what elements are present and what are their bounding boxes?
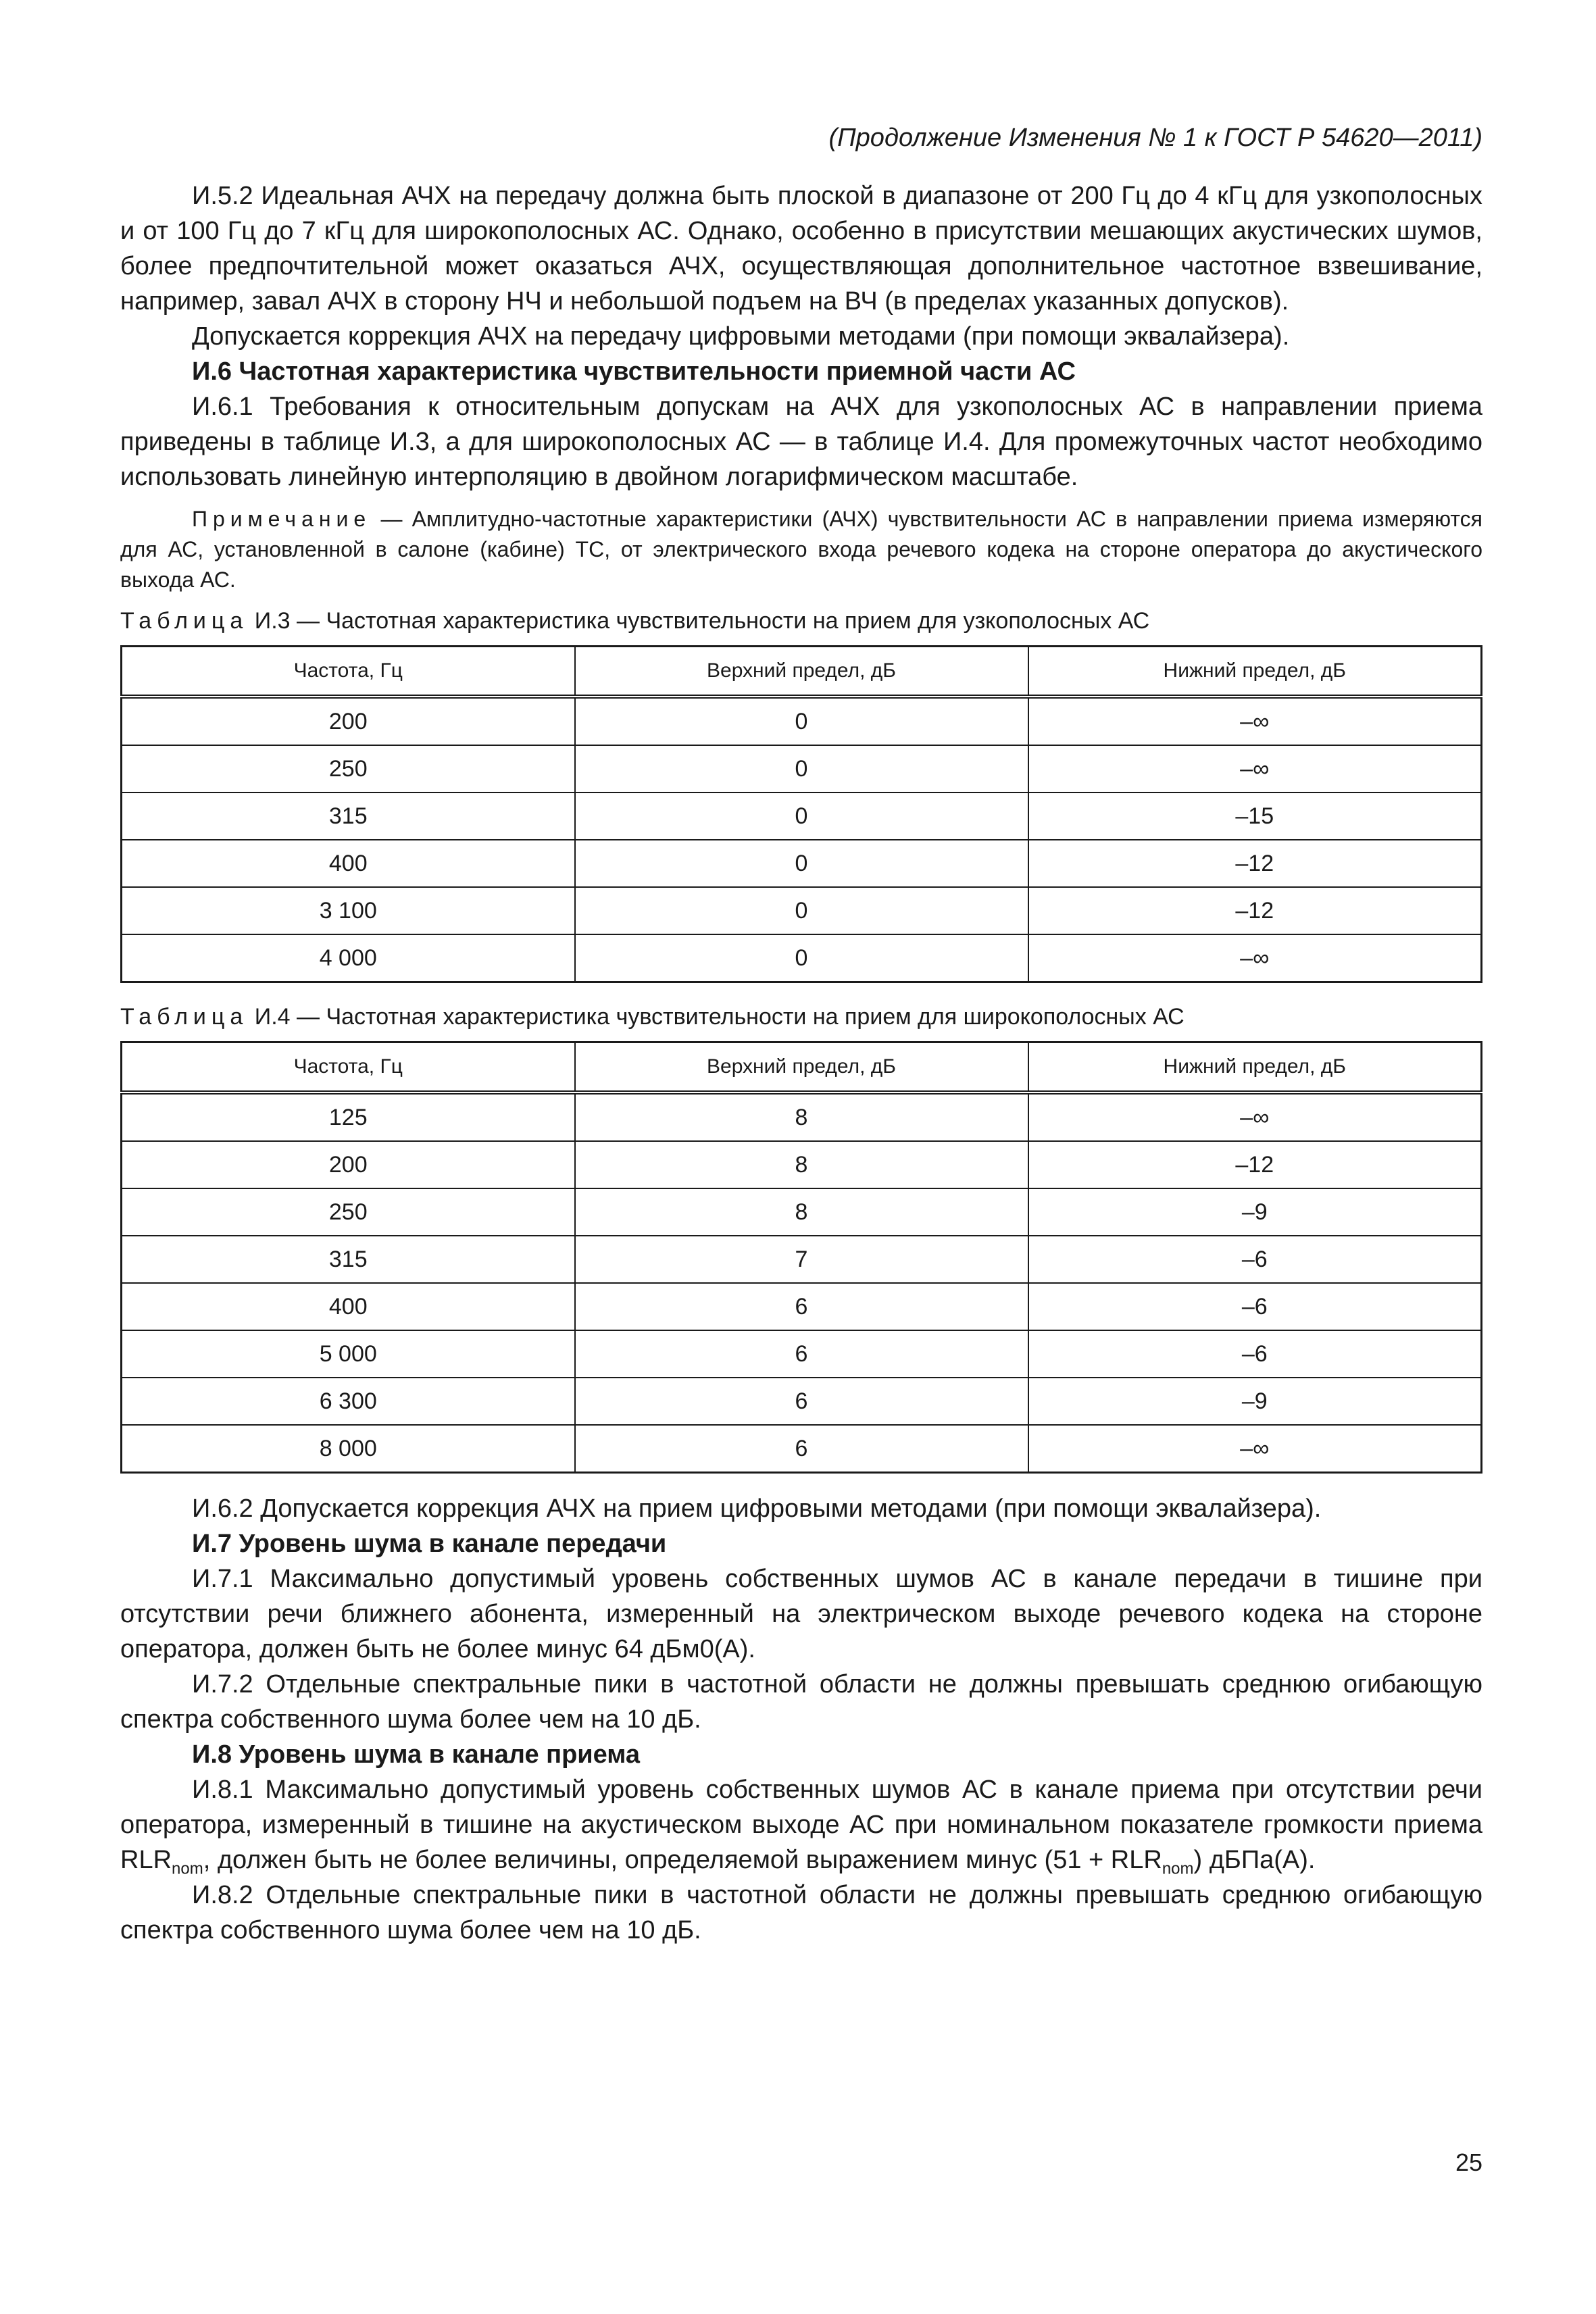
table-row <box>122 1141 1482 1188</box>
table-cell: –∞ <box>1028 1425 1482 1473</box>
table-cell: 6 <box>575 1425 1028 1473</box>
table-cell: 8 <box>575 1141 1028 1188</box>
table-row <box>122 887 1482 934</box>
table-row <box>122 1092 1482 1141</box>
paragraph-i52-correction: Допускается коррекция АЧХ на передачу цифровыми методами (при помощи эквалайзера). <box>192 322 1290 351</box>
table-cell: 4 000 <box>122 934 575 982</box>
table-row <box>122 1330 1482 1378</box>
table-cell: –∞ <box>1028 745 1482 793</box>
column-header: Нижний предел, дБ <box>1028 1042 1482 1093</box>
table-row <box>122 745 1482 793</box>
heading-i8: И.8 Уровень шума в канале приема <box>192 1740 641 1769</box>
table-cell: 400 <box>122 1283 575 1330</box>
heading-i6: И.6 Частотная характеристика чувствительности приемной части АС <box>192 357 1076 386</box>
table-cell: –6 <box>1028 1330 1482 1378</box>
table-row <box>122 1188 1482 1236</box>
column-header: Верхний предел, дБ <box>575 647 1028 697</box>
table-cell: –12 <box>1028 840 1482 887</box>
table-row <box>122 1283 1482 1330</box>
table-cell: 7 <box>575 1236 1028 1283</box>
paragraph-i61: И.6.1 Требования к относительным допускам на АЧХ для узкополосных АС в направлении приема приведены в таблице И.3, а для широкополосных АС — в таблице И.4. Для промежуточных частот необходимо использовать линейную интерполяцию в двойном логарифмическом масштабе. <box>120 393 1482 491</box>
paragraph-i62: И.6.2 Допускается коррекция АЧХ на прием цифровыми методами (при помощи эквалайзера). <box>192 1494 1322 1523</box>
table-cell: –∞ <box>1028 697 1482 745</box>
table-cell: 200 <box>122 697 575 745</box>
table-cell: 3 100 <box>122 887 575 934</box>
paragraph-i72: И.7.2 Отдельные спектральные пики в частотной области не должны превышать среднюю огибающую спектра собственного шума более чем на 10 дБ. <box>120 1670 1482 1734</box>
table-cell: 8 <box>575 1092 1028 1141</box>
column-header: Частота, Гц <box>122 1042 575 1093</box>
paragraph-i71: И.7.1 Максимально допустимый уровень собственных шумов АС в канале передачи в тишине при отсутствии речи ближнего абонента, измеренный на электрическом выходе речевого кодека на стороне оператора, должен быть не более минус 64 дБм0(А). <box>120 1565 1482 1663</box>
document-page <box>120 122 1482 1948</box>
table-cell: 200 <box>122 1141 575 1188</box>
table-cell: 6 <box>575 1283 1028 1330</box>
table-cell: 6 <box>575 1378 1028 1425</box>
table3-caption: Таблица И.3 — Частотная характеристика чувствительности на прием для узкополосных АС <box>120 608 1150 634</box>
table-cell: 315 <box>122 793 575 840</box>
table-cell: 0 <box>575 697 1028 745</box>
table-cell: –6 <box>1028 1236 1482 1283</box>
table-cell: –∞ <box>1028 934 1482 982</box>
table-cell: 0 <box>575 793 1028 840</box>
table-cell: –6 <box>1028 1283 1482 1330</box>
note-text: — Амплитудно-частотные характеристики (АЧХ) чувствительности АС в направлении приема измеряются для АС, установленной в салоне (кабине) ТС, от электрического входа речевого кодека на стороне оператора до акустического выхода АС. <box>120 507 1482 592</box>
table4-caption: Таблица И.4 — Частотная характеристика чувствительности на прием для широкополосных АС <box>120 1004 1184 1030</box>
table3-label: Таблица <box>120 608 249 634</box>
table-cell: 250 <box>122 1188 575 1236</box>
table-row <box>122 840 1482 887</box>
table-cell: –12 <box>1028 887 1482 934</box>
table-cell: 315 <box>122 1236 575 1283</box>
table-row <box>122 793 1482 840</box>
table-cell: 6 <box>575 1330 1028 1378</box>
table-cell: –∞ <box>1028 1092 1482 1141</box>
table4-label: Таблица <box>120 1004 249 1030</box>
column-header: Верхний предел, дБ <box>575 1042 1028 1093</box>
table-cell: 0 <box>575 840 1028 887</box>
paragraph-i82: И.8.2 Отдельные спектральные пики в частотной области не должны превышать среднюю огибающую спектра собственного шума более чем на 10 дБ. <box>120 1881 1482 1944</box>
table-cell: 400 <box>122 840 575 887</box>
table-cell: –9 <box>1028 1188 1482 1236</box>
column-header: Нижний предел, дБ <box>1028 647 1482 697</box>
table-cell: 0 <box>575 745 1028 793</box>
table-cell: –9 <box>1028 1378 1482 1425</box>
table-cell: 8 000 <box>122 1425 575 1473</box>
note <box>120 504 1482 595</box>
table-row <box>122 1236 1482 1283</box>
table-cell: 8 <box>575 1188 1028 1236</box>
table-row <box>122 934 1482 982</box>
page-number: 25 <box>1455 2148 1482 2176</box>
table-cell: –15 <box>1028 793 1482 840</box>
table-i4 <box>120 1041 1482 1474</box>
running-header: (Продолжение Изменения № 1 к ГОСТ Р 54620—2011) <box>828 124 1482 152</box>
table-cell: 6 300 <box>122 1378 575 1425</box>
table-i3 <box>120 645 1482 983</box>
table-row <box>122 697 1482 745</box>
paragraph-i52: И.5.2 Идеальная АЧХ на передачу должна быть плоской в диапазоне от 200 Гц до 4 кГц для узкополосных и от 100 Гц до 7 кГц для широкополосных АС. Однако, особенно в присутствии мешающих акустических шумов, более предпочтительной может оказаться АЧХ, осуществляющая дополнительное частотное взвешивание, например, завал АЧХ в сторону НЧ и небольшой подъем на ВЧ (в пределах указанных допусков). <box>120 182 1482 316</box>
table-cell: 125 <box>122 1092 575 1141</box>
table-cell: –12 <box>1028 1141 1482 1188</box>
table-row <box>122 1425 1482 1473</box>
column-header: Частота, Гц <box>122 647 575 697</box>
paragraph-i81: И.8.1 Максимально допустимый уровень собственных шумов АС в канале приема при отсутствии речи оператора, измеренный в тишине на акустическом выходе АС при номинальном показателе громкости приема $RLR_{nom}$, должен быть не более величины, определяемой выражением минус $(51 + RLR_{nom})$ дБПа(А). <box>120 1776 1482 1878</box>
note-label: Примечание <box>192 507 372 531</box>
heading-i7: И.7 Уровень шума в канале передачи <box>192 1530 667 1558</box>
table-cell: 0 <box>575 887 1028 934</box>
table-cell: 5 000 <box>122 1330 575 1378</box>
table-cell: 0 <box>575 934 1028 982</box>
table-row <box>122 1378 1482 1425</box>
table-cell: 250 <box>122 745 575 793</box>
